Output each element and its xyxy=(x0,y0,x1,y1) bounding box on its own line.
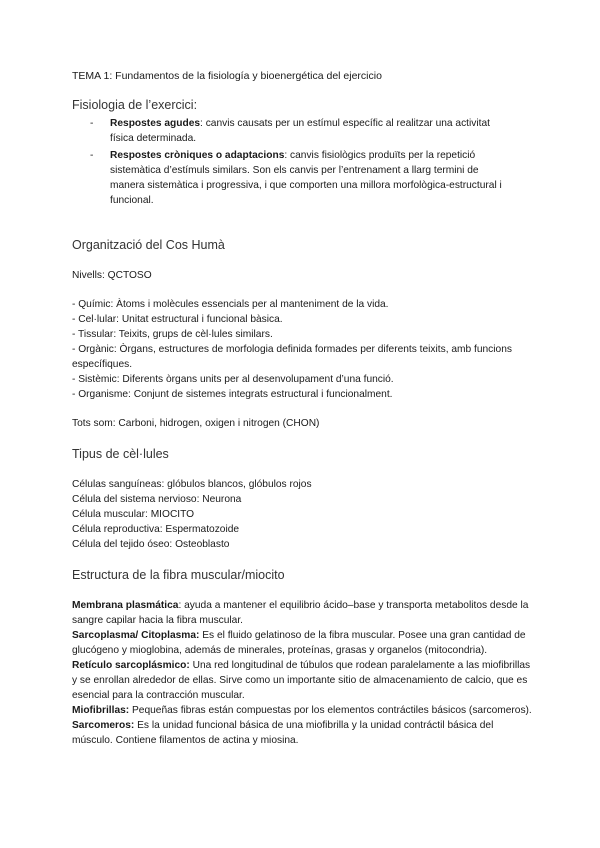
definition-paragraph xyxy=(72,718,532,748)
list-item: - Organisme: Conjunt de sistemes integrats estructural i funcionalment. xyxy=(72,389,393,400)
list-item: - Sistèmic: Diferents òrgans units per al desenvolupament d’una funció. xyxy=(72,374,394,385)
term: Respostes agudes xyxy=(110,118,201,129)
definition-paragraph xyxy=(72,598,532,628)
definition: Es el fluido gelatinoso de la fibra muscular. Posee una gran cantidad de glucógeno y mioglobina, además de minerales, proteínas, grasas y organelos (mitocondria). xyxy=(72,630,526,656)
bullet-content xyxy=(110,116,510,146)
list-item: - Tissular: Teixits, grups de cèl·lules similars. xyxy=(72,329,273,340)
heading-tipus-cellules: Tipus de cèl·lules xyxy=(72,447,169,461)
definition: Una red longitudinal de túbulos que rodean paralelamente a las miofibrillas y se enrollan alrededor de ellas. Sirve como un importante sitio de almacenamiento de calcio, que es esencial para la contracción muscular. xyxy=(72,660,531,701)
definition-paragraph xyxy=(72,658,532,703)
muscle-fiber-definitions xyxy=(72,598,532,748)
list-item: Célula reproductiva: Espermatozoide xyxy=(72,524,240,535)
chon-note: Tots som: Carboni, hidrogen, oxigen i nitrogen (CHON) xyxy=(72,418,320,429)
list-item: Células sanguíneas: glóbulos blancos, glóbulos rojos xyxy=(72,479,312,490)
bullet-dash: - xyxy=(90,150,94,161)
term: Retículo sarcoplásmico: xyxy=(72,660,190,671)
document-title: TEMA 1: Fundamentos de la fisiología y bioenergética del ejercicio xyxy=(72,70,382,82)
heading-fisiologia: Fisiologia de l’exercici: xyxy=(72,98,198,112)
term: Membrana plasmática xyxy=(72,600,179,611)
list-item: - Orgànic: Òrgans, estructures de morfologia definida formades per diferents teixits, amb funcions específiques. xyxy=(72,344,512,370)
definition: : canvis causats per un estímul específic al realitzar una activitat física determinada. xyxy=(110,118,490,144)
term: Sarcoplasma/ Citoplasma: xyxy=(72,630,200,641)
term: Miofibrillas: xyxy=(72,705,130,716)
list-item: Célula del sistema nervioso: Neurona xyxy=(72,494,242,505)
heading-organitzacio: Organització del Cos Humà xyxy=(72,238,225,252)
list-item: Célula del tejido óseo: Osteoblasto xyxy=(72,539,230,550)
definition-paragraph xyxy=(72,703,532,718)
responses-list xyxy=(72,116,532,208)
definition: Pequeñas fibras están compuestas por los elementos contráctiles básicos (sarcomeros). xyxy=(129,705,532,716)
bullet-content xyxy=(110,148,510,208)
levels-line: Nivells: QCTOSO xyxy=(72,270,152,281)
document-page xyxy=(72,70,532,748)
bullet-dash: - xyxy=(90,118,94,129)
cell-types-list xyxy=(72,477,532,552)
definition: : canvis fisiològics produïts per la repetició sistemàtica d’estímuls similars. Son els canvis per l’entrenament a llarg termini de manera sistemàtica i progressiva, i que comporten una millora morfològica-estructural i funcional. xyxy=(110,150,502,206)
list-item: - Químic: Àtoms i molècules essencials per al manteniment de la vida. xyxy=(72,299,389,310)
list-item: Célula muscular: MIOCITO xyxy=(72,509,195,520)
list-item xyxy=(72,148,532,208)
levels-list xyxy=(72,297,532,402)
definition: Es la unidad funcional básica de una miofibrilla y la unidad contráctil básica del músculo. Contiene filamentos de actina y miosina. xyxy=(72,720,494,746)
term: Sarcomeros: xyxy=(72,720,135,731)
list-item xyxy=(72,116,532,146)
definition-paragraph xyxy=(72,628,532,658)
list-item: - Cel·lular: Unitat estructural i funcional bàsica. xyxy=(72,314,283,325)
definition: : ayuda a mantener el equilibrio ácido–base y transporta metabolitos desde la sangre capilar hacia la fibra muscular. xyxy=(72,600,529,626)
heading-estructura-fibra: Estructura de la fibra muscular/miocito xyxy=(72,568,285,582)
term: Respostes cròniques o adaptacions xyxy=(110,150,285,161)
